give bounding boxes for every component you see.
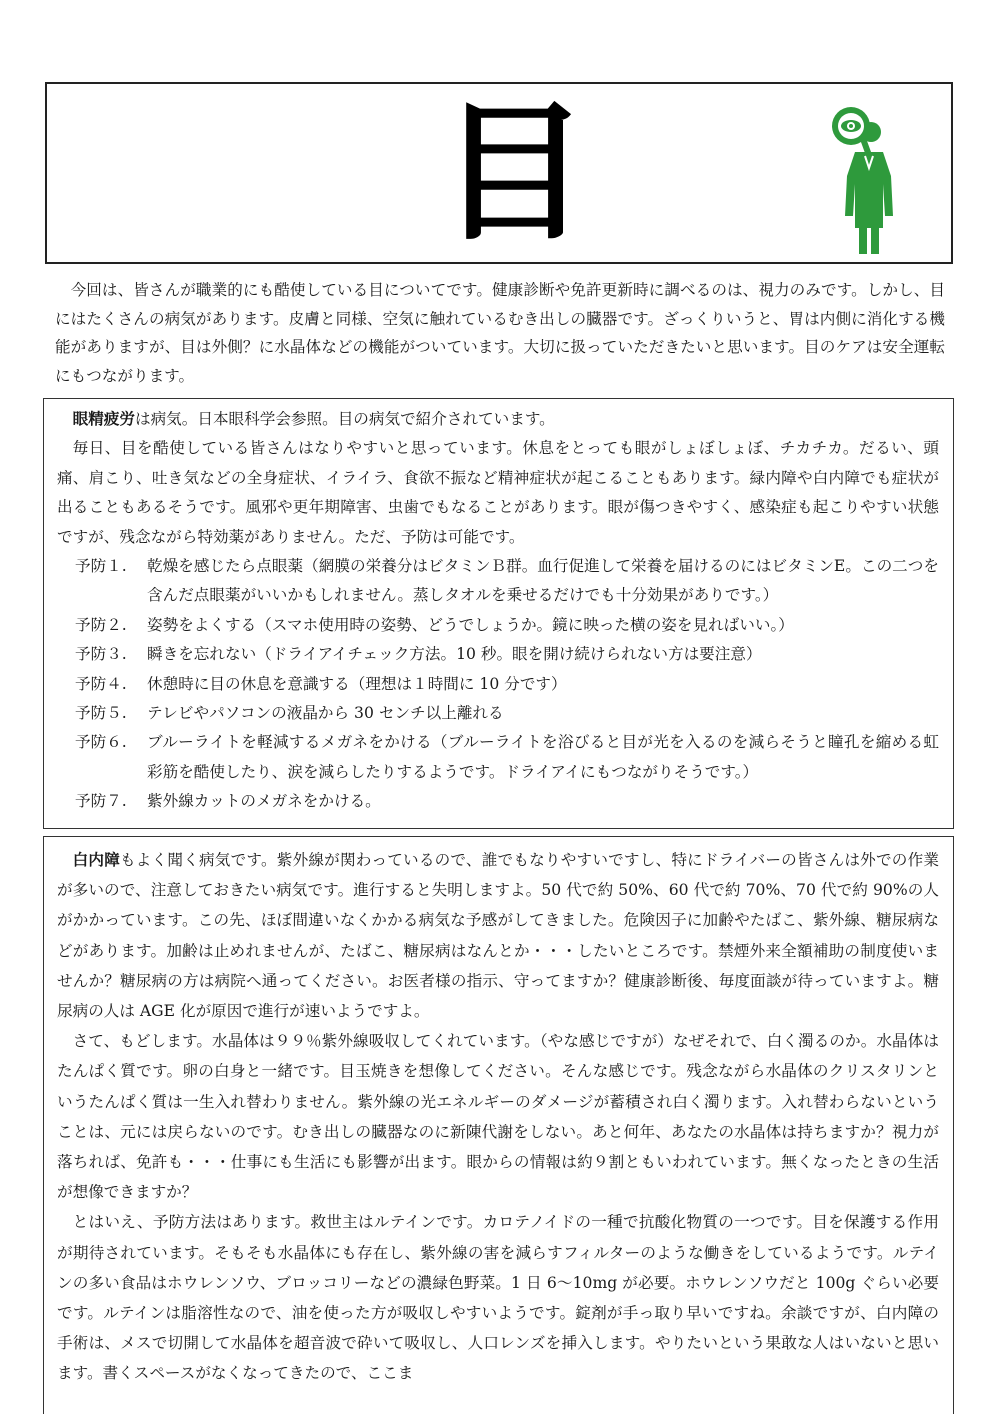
cataract-paragraph-1 bbox=[57, 845, 939, 1026]
cataract-paragraph-2: さて、もどします。水晶体は９９％紫外線吸収してくれています。（やな感じですが）なぜそれで、白く濁るのか。水晶体はたんぱく質です。卵の白身と一緒です。目玉焼きを想像してください。そんな感じです。残念ながら水晶体のクリスタリンというたんぱく質は一生入れ替わりません。紫外線の光エネルギーのダメージが蓄積され白く濁ります。入れ替わらないということは、元には戻らないのです。むき出しの臓器なのに新陳代謝をしない。あと何年、あなたの水晶体は持ちますか？視力が落ちれば、免許も・・・仕事にも生活にも影響が出ます。眼からの情報は約９割ともいわれています。無くなったときの生活が想像できますか？ bbox=[57, 1032, 939, 1202]
prevention-label: 予防２. bbox=[75, 615, 127, 634]
doctor-with-magnifier-icon bbox=[825, 104, 897, 256]
prevention-label: 予防４. bbox=[75, 674, 127, 693]
prevention-item bbox=[57, 670, 939, 699]
eyestrain-lead-text: は病気。日本眼科学会参照。目の病気で紹介されています。 bbox=[134, 410, 555, 428]
prevention-item bbox=[57, 611, 939, 640]
page-title: 目 bbox=[439, 87, 590, 261]
eyestrain-keyword: 眼精疲労 bbox=[72, 410, 135, 428]
title-box bbox=[45, 82, 953, 264]
prevention-item bbox=[57, 728, 939, 787]
prevention-item bbox=[57, 699, 939, 728]
prevention-text: 紫外線カットのメガネをかける。 bbox=[147, 792, 381, 811]
cataract-keyword: 白内障 bbox=[72, 851, 120, 869]
prevention-item bbox=[57, 640, 939, 669]
prevention-text: 休憩時に目の休息を意識する（理想は１時間に 10 分です） bbox=[147, 674, 567, 693]
prevention-item bbox=[57, 552, 939, 611]
cataract-paragraph-1-text: もよく聞く病気です。紫外線が関わっているので、誰でもなりやすいですし、特にドライバーの皆さんは外での作業が多いので、注意しておきたい病気です。進行すると失明しますよ。50 代で約 50%、60 代で約 70%、70 代で約 90%の人がかかっています。この先、ほぼ間違いなくかかる病気な予感がしてきました。危険因子に加齢やたばこ、紫外線、糖尿病などがあります。加齢は止めれませんが、たばこ、糖尿病はなんとか・・・したいところです。禁煙外来全額補助の制度使いませんか？糖尿病の方は病院へ通ってください。お医者様の指示、守ってますか？健康診断後、毎度面談が待っていますよ。糖尿病の人は AGE 化が原因で進行が速いようですよ。 bbox=[57, 851, 940, 1021]
prevention-text: 乾燥を感じたら点眼薬（網膜の栄養分はビタミンＢ群。血行促進して栄養を届けるのにはビタミンE。この二つを含んだ点眼薬がいいかもしれません。蒸しタオルを乗せるだけでも十分効果がありです。） bbox=[147, 557, 939, 605]
prevention-label: 予防１. bbox=[75, 557, 127, 576]
prevention-label: 予防５. bbox=[75, 704, 127, 723]
eyestrain-body: 毎日、目を酷使している皆さんはなりやすいと思っています。休息をとっても眼がしょぼしょぼ、チカチカ。だるい、頭痛、肩こり、吐き気などの全身症状、イライラ、食欲不振など精神症状が起こることもあります。緑内障や白内障でも症状が出ることもあるそうです。風邪や更年期障害、虫歯でもなることがあります。眼が傷つきやすく、感染症も起こりやすい状態ですが、残念ながら特効薬がありません。ただ、予防は可能です。 bbox=[57, 439, 939, 546]
section-cataract bbox=[43, 836, 954, 1414]
section-eyestrain bbox=[43, 398, 954, 829]
cataract-paragraph-3: とはいえ、予防方法はあります。救世主はルテインです。カロテノイドの一種で抗酸化物質の一つです。目を保護する作用が期待されています。そもそも水晶体にも存在し、紫外線の害を減らすフィルターのような働きをしているようです。ルテインの多い食品はホウレンソウ、ブロッコリーなどの濃緑色野菜。1 日 6～10mg が必要。ホウレンソウだと 100g ぐらい必要です。ルテインは脂溶性なので、油を使った方が吸収しやすいようです。錠剤が手っ取り早いですね。余談ですが、白内障の手術は、メスで切開して水晶体を超音波で砕いて吸収し、人口レンズを挿入します。やりたいという果敢な人はいないと思います。書くスペースがなくなってきたので、ここま bbox=[57, 1213, 939, 1383]
prevention-label: 予防６. bbox=[75, 733, 127, 752]
prevention-text: ブルーライトを軽減するメガネをかける（ブルーライトを浴びると目が光を入るのを減らそうと瞳孔を縮める虹彩筋を酷使したり、涙を減らしたりするようです。ドライアイにもつながりそうです。） bbox=[147, 733, 939, 781]
prevention-item bbox=[57, 787, 939, 816]
prevention-label: 予防７. bbox=[75, 792, 127, 811]
prevention-text: 瞬きを忘れない（ドライアイチェック方法。10 秒。眼を開け続けられない方は要注意） bbox=[147, 645, 762, 664]
eyestrain-lead bbox=[57, 405, 939, 434]
prevention-text: 姿勢をよくする（スマホ使用時の姿勢、どうでしょうか。鏡に映った横の姿を見ればいい。） bbox=[147, 615, 794, 634]
intro-paragraph: 今回は、皆さんが職業的にも酷使している目についてです。健康診断や免許更新時に調べるのは、視力のみです。しかし、目にはたくさんの病気があります。皮膚と同様、空気に触れているむき出しの臓器です。ざっくりいうと、胃は内側に消化する機能がありますが、目は外側？に水晶体などの機能がついています。大切に扱っていただきたいと思います。目のケアは安全運転にもつながります。 bbox=[55, 281, 945, 385]
prevention-label: 予防３. bbox=[75, 645, 127, 664]
prevention-text: テレビやパソコンの液晶から 30 センチ以上離れる bbox=[147, 704, 504, 723]
